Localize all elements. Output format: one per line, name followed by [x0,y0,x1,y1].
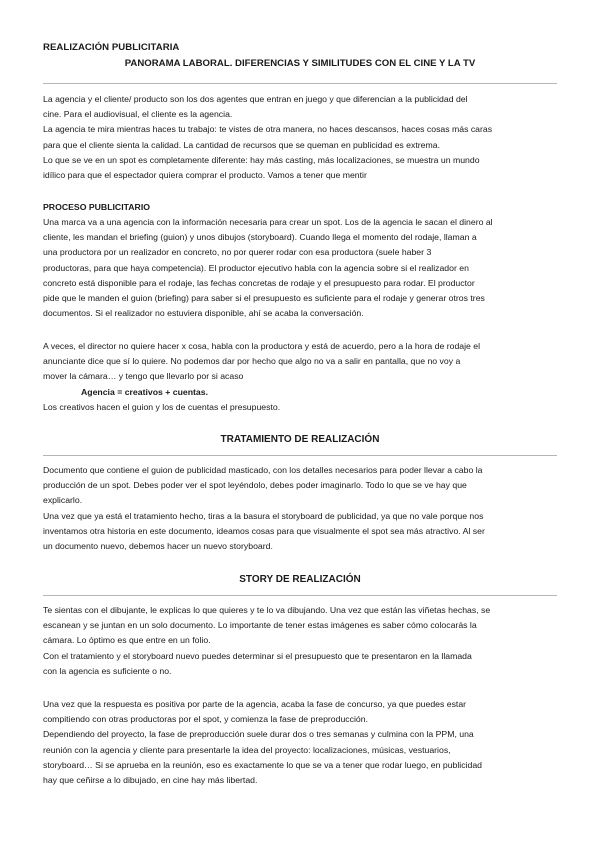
text-line: productoras, para que haya competencia). El productor ejecutivo habla con la agencia sobre si el realizador en [43,262,469,273]
intro-line: La agencia te mira mientras haces tu trabajo: te vistes de otra manera, no haces descansos, haces cosas más caras [43,124,493,135]
intro-line: Lo que se ve en un spot es completamente diferente: hay más casting, más localizaciones, se muestra un mundo [43,154,480,165]
text-line: anunciante dice que sí lo quiere. No podemos dar por hecho que algo no va a salir en pantalla, que no voy a [43,356,461,367]
course-label: REALIZACIÓN PUBLICITARIA [43,42,180,53]
text-line: storyboard… Si se aprueba en la reunión, eso es exactamente lo que se va a tener que rodar luego, en publicidad [43,759,483,770]
proceso-paragraph-2 [43,339,557,415]
divider-top [43,83,557,84]
story-paragraph-2 [43,697,557,788]
text-line: cámara. Lo óptimo es que entre en un folio. [43,635,211,646]
text-line: escanean y se juntan en un solo documento. Lo importante de tener estas imágenes es saber cómo colocarás la [43,620,477,631]
text-line: Una marca va a una agencia con la información necesaria para crear un spot. Los de la agencia le sacan el dinero al [43,217,493,227]
text-line: explicarlo. [43,495,83,506]
divider-tratamiento [43,455,557,456]
story-paragraph-1 [43,603,557,679]
text-line: con la agencia es suficiente o no. [43,665,172,676]
text-line: documentos. Si el realizador no estuviera disponible, ahí se acaba la conversación. [43,308,364,319]
text-line: Los creativos hacen el guion y los de cuentas el presupuesto. [43,401,281,412]
intro-line: idílico para que el espectador quiera comprar el producto. Vamos a tener que mentir [43,170,367,181]
story-heading: STORY DE REALIZACIÓN [239,574,361,585]
proceso-heading: PROCESO PUBLICITARIO [43,202,150,212]
intro-line: La agencia y el cliente/ producto son los dos agentes que entran en juego y que diferencian a la publicidad del [43,94,468,104]
text-line: concreto está disponible para el rodaje, las fechas concretas de rodaje y el presupuesto para rodar. El productor [43,277,475,288]
intro-line: para que el cliente sienta la calidad. La cantidad de recursos que se queman en publicidad es extrema. [43,139,440,150]
tratamiento-paragraph [43,463,557,554]
text-line: Te sientas con el dibujante, le explicas lo que quieres y te lo va dibujando. Una vez que están las viñetas hechas, se [43,605,491,615]
intro-line: cine. Para el audiovisual, el cliente es la agencia. [43,109,233,120]
text-line: Documento que contiene el guion de publicidad masticado, con los detalles necesarios para poder llevar a cabo la [43,465,483,475]
text-line: reunión con la agencia y cliente para presentarle la idea del proyecto: localizaciones, músicas, vestuarios, [43,744,451,755]
text-line: compitiendo con otras productoras por el spot, y comienza la fase de preproducción. [43,714,368,725]
tratamiento-heading: TRATAMIENTO DE REALIZACIÓN [220,434,380,445]
text-line: Una vez que ya está el tratamiento hecho, tiras a la basura el storyboard de publicidad, ya que no vale porque nos [43,510,484,521]
page-title: PANORAMA LABORAL. DIFERENCIAS Y SIMILITUDES CON EL CINE Y LA TV [124,58,476,69]
text-line: mover la cámara… y tengo que llevarlo por si acaso [43,371,244,382]
proceso-paragraph-1 [43,215,557,321]
text-line: Una vez que la respuesta es positiva por parte de la agencia, acaba la fase de concurso, ya que puedes estar [43,699,467,709]
intro-paragraph [43,92,557,183]
text-line: Con el tratamiento y el storyboard nuevo puedes determinar si el presupuesto que te presentaron en la llamada [43,650,472,661]
text-line: un documento nuevo, debemos hacer un nuevo storyboard. [43,541,273,552]
agencia-formula: Agencia = creativos + cuentas. [81,386,208,397]
divider-story [43,595,557,596]
text-line: hay que ceñirse a lo dibujado, en cine hay más libertad. [43,775,258,786]
text-line: producción de un spot. Debes poder ver el spot leyéndolo, debes poder imaginarlo. Todo lo que se ve hay que [43,480,467,491]
text-line: pide que le manden el guion (briefing) para saber si el presupuesto es suficiente para el rodaje y generar otros tres [43,293,485,304]
text-line: cliente, les mandan el briefing (guion) y unos dibujos (storyboard). Cuando llega el momento del rodaje, llaman a [43,232,477,243]
text-line: una productora por un realizador en concreto, no por querer rodar con esa productora (suele haber 3 [43,247,432,258]
text-line: Dependiendo del proyecto, la fase de preproducción suele durar dos o tres semanas y culmina con la PPM, una [43,729,474,740]
text-line: A veces, el director no quiere hacer x cosa, habla con la productora y está de acuerdo, pero a la hora de rodaje el [43,341,481,351]
text-line: inventamos otra historia en este documento, ideamos cosas para que visualmente el spot sea más atractivo. Al ser [43,525,485,536]
